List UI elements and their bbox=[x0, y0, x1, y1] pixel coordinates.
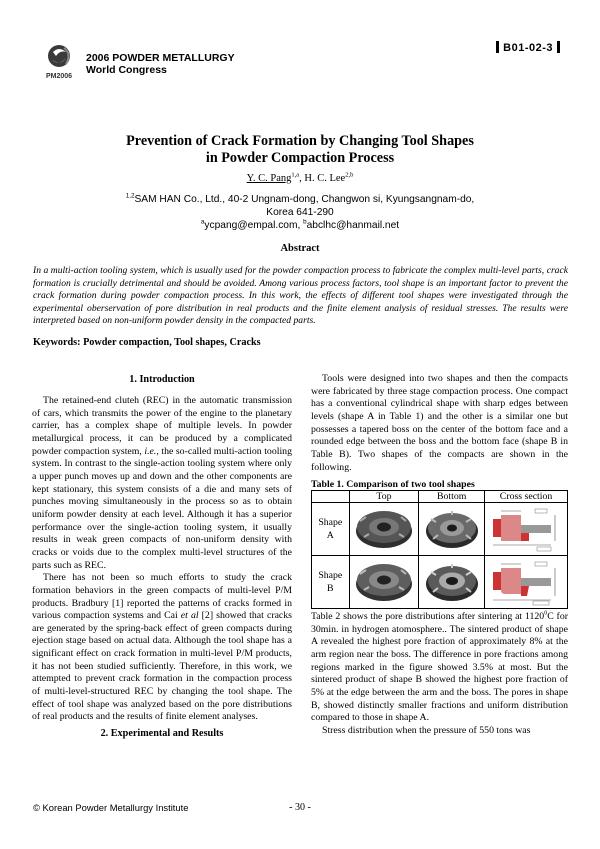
right-column-bottom bbox=[311, 611, 568, 738]
logo-text: PM2006 bbox=[46, 73, 73, 80]
right-paragraph-3: Stress distribution when the pressure of 550 tons was bbox=[322, 724, 531, 736]
gear-bottom-icon bbox=[423, 507, 481, 551]
paper-title bbox=[0, 133, 600, 167]
col-header-cross: Cross section bbox=[485, 491, 568, 503]
authors bbox=[0, 173, 600, 184]
footer-copyright: © Korean Powder Metallurgy Institute bbox=[33, 802, 189, 813]
title-line2: in Powder Compaction Process bbox=[205, 150, 395, 166]
email-a-sup: a bbox=[200, 218, 205, 226]
email-b-sup: b bbox=[303, 218, 307, 226]
shape-a-cross-section bbox=[485, 503, 568, 556]
intro-paragraph-2 bbox=[32, 572, 292, 724]
section1-heading: 1. Introduction bbox=[129, 374, 195, 385]
code-bar-left bbox=[496, 41, 499, 53]
affiliation bbox=[0, 193, 600, 232]
conference-line1: 2006 POWDER METALLURGY bbox=[86, 52, 235, 64]
title-line1: Prevention of Crack Formation by Changing Tool Shapes bbox=[126, 133, 474, 149]
col-header-bottom: Bottom bbox=[419, 491, 485, 503]
author1: Y. C. Pang bbox=[246, 173, 292, 184]
row-b-line2: B bbox=[327, 583, 334, 594]
shape-b-bottom-image bbox=[419, 556, 485, 609]
conference-logo-icon bbox=[44, 44, 80, 74]
row-label-shape-b bbox=[312, 556, 350, 609]
affil-line1: SAM HAN Co., Ltd., 40-2 Ungnam-dong, Changwon si, Kyungsangnam-do, bbox=[134, 194, 475, 205]
table1 bbox=[311, 490, 568, 609]
cross-section-diagram-icon bbox=[487, 558, 565, 606]
degree-sup: 0 bbox=[544, 610, 548, 617]
table-row bbox=[312, 503, 568, 556]
author2: H. C. Lee bbox=[304, 173, 346, 184]
table-corner-cell bbox=[312, 491, 350, 503]
affil-sup: 1,2 bbox=[125, 192, 135, 200]
intro-p1-a: The retained-end cluteh (REC) in the automatic transmission of cars, which transmits the power of the engine to the planetary carrier, has a complex shape of multiple levels. In powder metallurgical process, it can be produced by a complicated powder compaction system, bbox=[32, 395, 292, 457]
abstract-text: In a multi-action tooling system, which is usually used for the powder compaction process to fabricate the complex multi-level parts, crack formation is crucially detrimental and should be avoided. Among various process factors, tool shape is an important factor to prevent the crack formation during powder compaction process. In this work, the effects of different tool shapes were investigated through the experimental oberservation of pore distribution in real products and the finite element analysis of residual stresses. The results were interpreted based on non-uniform powder density in the compacted parts. bbox=[33, 265, 568, 327]
intro-p2-a: There has not been so much efforts to study the crack formation behaviors in the green compacts of multi-level P/M products. Bradbury [1] reported the patterns of cracks formed in various compaction systems and Cai bbox=[32, 572, 292, 622]
abstract-heading: Abstract bbox=[280, 243, 320, 254]
conference-name bbox=[86, 52, 235, 76]
table1-caption: Table 1. Comparison of two tool shapes bbox=[311, 479, 475, 490]
right-paragraph-2 bbox=[311, 611, 568, 725]
intro-p2-etal: et al bbox=[180, 610, 199, 622]
email-b: abclhc@hanmail.net bbox=[306, 220, 400, 231]
shape-a-top-image bbox=[349, 503, 419, 556]
paper-code bbox=[492, 41, 564, 54]
conference-line2: World Congress bbox=[86, 64, 167, 76]
shape-b-cross-section bbox=[485, 556, 568, 609]
intro-p1-ie: i.e. bbox=[144, 445, 157, 457]
right-paragraph-1: Tools were designed into two shapes and then the compacts were fabricated by three stage compaction process. One compact has a conventional cylindrical shape with sharp edges between levels (shape A in Table 1) and the other is a similar one but possesses a tapered boss on the center of the bottom face and a rounded edge between the boss and the bottom face (shape B in Table B). Two shapes of the compacts are shown in the following. bbox=[311, 373, 568, 473]
shape-a-bottom-image bbox=[419, 503, 485, 556]
row-label-shape-a bbox=[312, 503, 350, 556]
gear-bottom-icon bbox=[423, 560, 481, 604]
author1-sup: 1,a bbox=[291, 171, 300, 179]
gear-top-icon bbox=[354, 507, 414, 551]
email-a: ycpang@empal.com, bbox=[204, 220, 304, 231]
intro-p2-b: [2] showed that cracks are generated by the spring-back effect of green compacts during ejection stage based on actual data. Although the tool shape has a significant effect on crack formation in multi-level P/M products, it has not been studied sufficiently. Therefore, in this work, we attempted to prevent crack formation in the compaction process of multi-level-structured REC by changing the tool shape. The effect of tool shape was analyzed based on the pore distributions of real products and the results of finite element analyses. bbox=[32, 610, 292, 723]
section2-heading: 2. Experimental and Results bbox=[100, 728, 224, 739]
row-b-line1: Shape bbox=[318, 570, 343, 581]
col-header-top: Top bbox=[349, 491, 419, 503]
left-column bbox=[32, 395, 292, 724]
author2-sup: 2,b bbox=[345, 171, 354, 179]
right-p2-b: C for 30min. in hydrogen atomosphere.. The sintered product of shape A revealed the highest pore fraction of approximately 8% at the arm region near the boss. The difference in pore fractions among regions marked in the figure showed 3.5% at most. But the sintered product of shape B showed the highest pore fraction of 5% at the edge between the arm and the boss. The pores in shape B, showed distinctly smaller fractions and uniform distribution compared to those in shape A. bbox=[311, 611, 568, 724]
shape-b-top-image bbox=[349, 556, 419, 609]
gear-top-icon bbox=[354, 560, 414, 604]
row-a-line2: A bbox=[326, 530, 334, 541]
right-column-top bbox=[311, 373, 568, 474]
keywords: Keywords: Powder compaction, Tool shapes, Cracks bbox=[33, 337, 261, 348]
table-row bbox=[312, 556, 568, 609]
cross-section-diagram-icon bbox=[487, 505, 565, 553]
page-number: - 30 - bbox=[289, 802, 311, 813]
affil-line2: Korea 641-290 bbox=[266, 207, 334, 218]
right-p2-a: Table 2 shows the pore distributions after sintering at 1120 bbox=[311, 611, 545, 622]
intro-paragraph-1 bbox=[32, 395, 292, 572]
table-header-row bbox=[312, 491, 568, 503]
intro-p1-b: , the so-called multi-action tooling system. In contrast to the single-action tooling system where only a upper punch moves up and down and the other components are kept stationary, this system consists of a die and many sets of punches moving simultaneously in the process so as to obtain uniform powder density at each level. Although it has a superior performance over the single-action tooling system, it usually results in weak green compacts of non-uniform density with cracks or voids due to the complex multi-level structures of the parts such as REC. bbox=[32, 445, 292, 571]
author-sep: , bbox=[299, 173, 305, 184]
row-a-line1: Shape bbox=[318, 517, 343, 528]
code-bar-right bbox=[557, 41, 560, 53]
paper-code-text: B01-02-3 bbox=[503, 42, 553, 54]
